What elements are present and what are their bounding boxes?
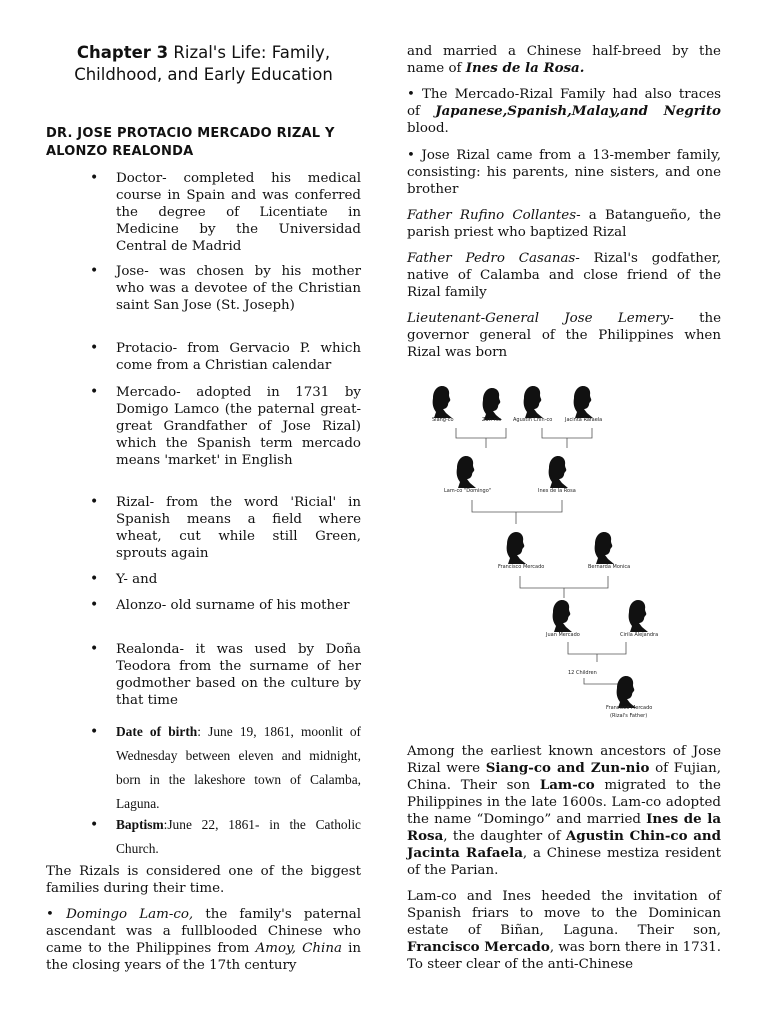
tree-label-cirila: Cirila Alejandra [620,632,659,638]
ancestors-paragraph: Among the earliest known ancestors of Jose Rizal were Siang-co and Zun-nio of Fujian, China. Their son Lam-co migrated to the Philippines in the late 1600s. Lam-co adopted the name “Domingo” and married Ines de la Rosa, the daughter of Agustin Chin-co and Jacinta Rafaela, a Chinese mestiza resident of the Parian. [407,744,722,878]
title-line2: Childhood, and Early Education [74,65,333,84]
family-tree-diagram [420,378,680,723]
tree-label-children: 12 Children [568,670,597,676]
tree-label-lam-co: Lam-co "Domingo" [444,488,492,494]
title-line1: Rizal's Life: Family, [173,43,331,62]
name-part-y: Y- and [116,572,158,587]
name-part-realonda: Realonda- it was used by Doña Teodora from the surname of her godmother based on the culture by that time [116,642,361,708]
tree-label-francisco: Francisco Mercado [498,564,545,570]
silhouette-siang-co [433,386,452,418]
name-part-rizal: Rizal- from the word 'Ricial' in Spanish means a field where wheat, cut while still Green, sprouts again [116,495,361,561]
baptism-label: Baptism [116,817,164,832]
baptizing-priest: Father Rufino Collantes- a Batangueño, the parish priest who baptized Rizal [407,208,721,240]
name-part-doctor: Doctor- completed his medical course in Spain and was conferred the degree of Licentiate in Medicine by the Universidad Central de Madrid [116,171,361,254]
tree-label-jacinta: Jacinta Rafaela [565,417,603,423]
tree-label-agustin: Agustin Chin-co [513,417,553,423]
domingo-paragraph: • Domingo Lam-co, the family's paternal ascendant was a fullblooded Chinese who came to the Philippines from Amoy, China in the closing years of the 17th century [46,907,362,973]
name-part-alonzo: Alonzo- old surname of his mother [116,598,350,613]
rizals-family-paragraph: The Rizals is considered one of the biggest families during their time. [46,864,361,896]
silhouette-cirila [629,600,648,632]
name-part-mercado: Mercado- adopted in 1731 by Domigo Lamco (the paternal great-great Grandfather of Jose Rizal) which the Spanish term mercado means 'market' in English [116,385,361,468]
tree-label-rizal-father: (Rizal's Father) [610,713,648,719]
name-part-jose: Jose- was chosen by his mother who was a devotee of the Christian saint San Jose (St. Joseph) [116,264,361,313]
silhouette-juan [553,600,572,632]
heading-line2: ALONZO REALONDA [46,144,194,159]
silhouette-zun-nio [483,388,502,420]
traces-paragraph: • The Mercado-Rizal Family had also traces of Japanese,Spanish,Malay,and Negrito blood. [407,87,721,136]
silhouette-agustin [524,386,543,418]
tree-label-bernarda: Bernarda Monica [588,564,631,570]
tree-label-francisco-father: Francisco Mercado [606,705,653,711]
tree-label-ines: Ines de la Rosa [538,488,576,494]
lamco-paragraph: Lam-co and Ines heeded the invitation of Spanish friars to move to the Dominican estate of Biñan, Laguna. Their son, Francisco Mercado, was born there in 1731. To steer clear of the anti-Chinese [407,889,721,972]
silhouette-jacinta [574,386,593,418]
silhouette-lam-co [457,456,476,488]
silhouette-ines [549,456,568,488]
heading-line1: DR. JOSE PROTACIO MERCADO RIZAL Y [46,126,335,141]
chapter-number: Chapter 3 [76,43,169,62]
domingo-continued: and married a Chinese half-breed by the name of Ines de la Rosa. [407,44,721,76]
silhouette-francisco [507,532,526,564]
godfather: Father Pedro Casanas- Rizal's godfather, native of Calamba and close friend of the Rizal family [407,251,721,300]
name-part-protacio: Protacio- from Gervacio P. which come from a Christian calendar [116,341,361,373]
baptism-text: :June 22, 1861- in the Catholic Church. [116,817,361,856]
full-name-heading [46,125,361,161]
silhouette-bernarda [595,532,614,564]
tree-label-juan: Juan Mercado [546,632,580,638]
members-paragraph: • Jose Rizal came from a 13-member family, consisting: his parents, nine sisters, and one brother [407,148,721,197]
tree-label-zun-nio: Zun-nio [482,417,502,423]
governor-general: Lieutenant-General Jose Lemery- the governor general of the Philippines when Rizal was born [407,311,721,360]
silhouette-rizal-father [617,676,636,708]
birth-text: : June 19, 1861, moonlit of Wednesday between eleven and midnight, born in the lakeshore town of Calamba, Laguna. [116,724,361,811]
chapter-title [46,42,361,86]
birth-label: Date of birth [116,724,198,739]
tree-label-siang-co: Siang-co [432,417,454,423]
